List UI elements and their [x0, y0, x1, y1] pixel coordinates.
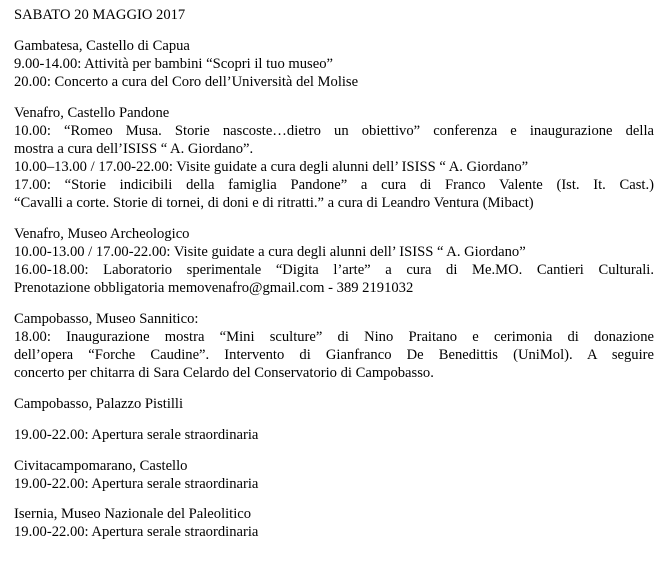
event-line: 17.00: “Storie indicibili della famiglia Pandone” a cura di Franco Valente (Ist. It. Cast.) — [14, 177, 654, 193]
event-line: 16.00-18.00: Laboratorio sperimentale “Digita l’arte” a cura di Me.MO. Cantieri Culturali. — [14, 262, 654, 278]
event-line: 20.00: Concerto a cura del Coro dell’Università del Molise — [14, 74, 359, 90]
section-location: Isernia, Museo Nazionale del Paleolitico — [14, 506, 252, 522]
section-location: Civitacampomarano, Castello — [14, 458, 188, 474]
event-line: concerto per chitarra di Sara Celardo del Conservatorio di Campobasso. — [14, 365, 434, 381]
section-campobasso-museo — [14, 310, 654, 382]
document-title: SABATO 20 MAGGIO 2017 — [14, 7, 186, 23]
event-line: mostra a cura dell’ISISS “ A. Giordano”. — [14, 141, 254, 157]
section-location: Venafro, Museo Archeologico — [14, 226, 190, 242]
section-venafro-castello — [14, 104, 654, 212]
event-line: 19.00-22.00: Apertura serale straordinaria — [14, 476, 259, 492]
section-location: Venafro, Castello Pandone — [14, 105, 170, 121]
section-civitacampomarano — [14, 457, 654, 493]
event-line: 10.00-13.00 / 17.00-22.00: Visite guidate a cura degli alunni dell’ ISISS “ A. Giordano” — [14, 244, 526, 260]
event-line: 18.00: Inaugurazione mostra “Mini sculture” di Nino Praitano e cerimonia di donazione — [14, 329, 654, 345]
event-line: 19.00-22.00: Apertura serale straordinaria — [14, 427, 259, 443]
event-line: 9.00-14.00: Attività per bambini “Scopri il tuo museo” — [14, 56, 333, 72]
section-location: Campobasso, Palazzo Pistilli — [14, 396, 184, 412]
section-venafro-museo — [14, 225, 654, 297]
section-gambatesa — [14, 37, 654, 91]
document-page — [14, 6, 654, 541]
event-line: Prenotazione obbligatoria memovenafro@gmail.com - 389 2191032 — [14, 280, 414, 296]
event-line: 10.00–13.00 / 17.00-22.00: Visite guidate a cura degli alunni dell’ ISISS “ A. Giordano” — [14, 159, 529, 175]
event-line: dell’opera “Forche Caudine”. Intervento di Gianfranco De Benedittis (UniMol). A seguire — [14, 347, 654, 363]
section-location: Gambatesa, Castello di Capua — [14, 38, 190, 54]
event-line: 19.00-22.00: Apertura serale straordinaria — [14, 524, 259, 540]
section-location: Campobasso, Museo Sannitico: — [14, 311, 199, 327]
event-line: “Cavalli a corte. Storie di tornei, di doni e di ritratti.” a cura di Leandro Ventura (Mibact) — [14, 195, 534, 211]
section-isernia — [14, 505, 654, 541]
event-line: 10.00: “Romeo Musa. Storie nascoste…dietro un obiettivo” conferenza e inaugurazione della — [14, 123, 654, 139]
section-campobasso-palazzo — [14, 395, 654, 444]
